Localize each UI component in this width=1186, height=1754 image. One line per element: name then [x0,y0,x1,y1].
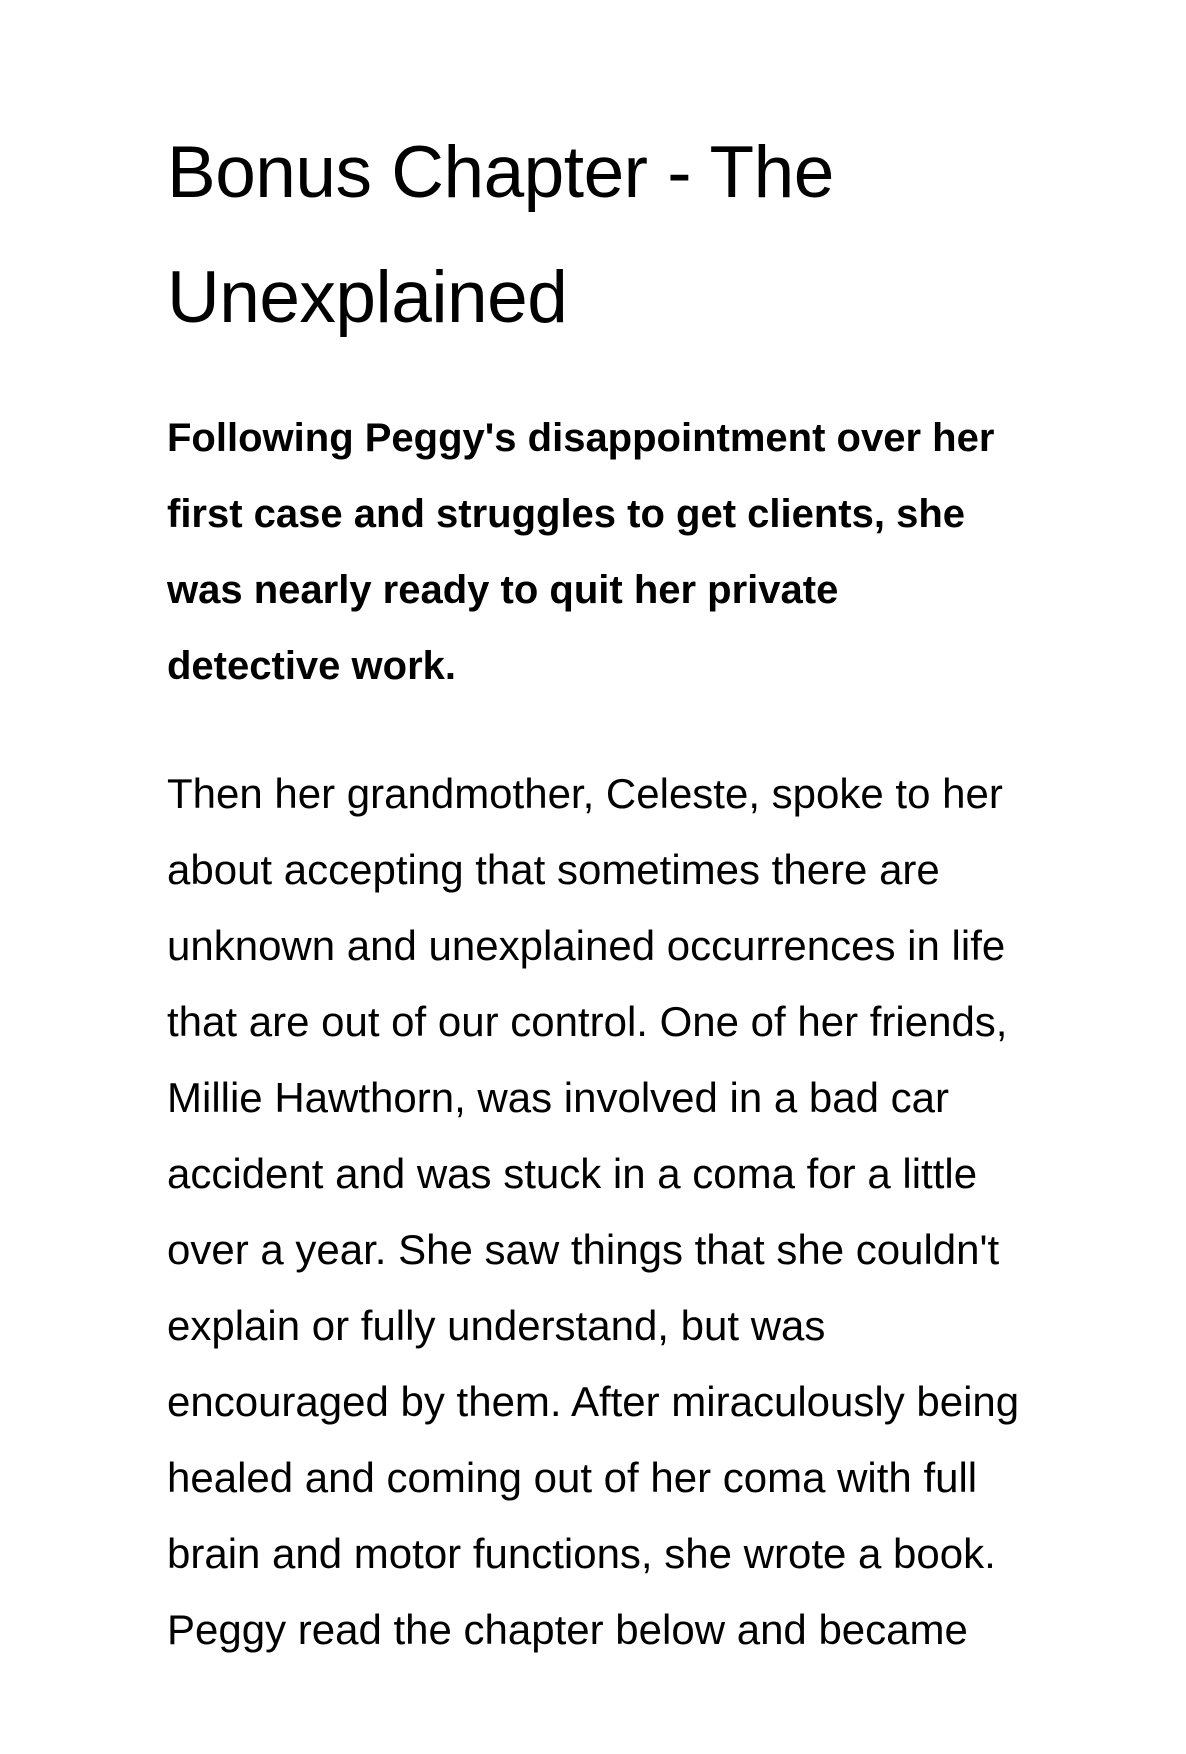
body-line: that are out of our control. One of her friends, [167,998,1008,1045]
body-line: encouraged by them. After miraculously being [167,1378,1020,1425]
lead-paragraph [167,400,1097,704]
body-line: Millie Hawthorn, was involved in a bad car [167,1074,950,1121]
body-line: unknown and unexplained occurrences in life [167,922,1006,969]
body-line: over a year. She saw things that she couldn't [167,1226,1000,1273]
title-line: Unexplained [167,257,568,338]
lead-line: first case and struggles to get clients, she [167,492,966,536]
title-line: Bonus Chapter - The [167,132,834,213]
body-line: about accepting that sometimes there are [167,846,940,893]
body-line: brain and motor functions, she wrote a book. [167,1530,996,1577]
document-page [167,110,1097,1668]
body-line: accident and was stuck in a coma for a little [167,1150,978,1197]
lead-line: detective work. [167,644,457,688]
lead-line: Following Peggy's disappointment over her [167,416,995,460]
chapter-title [167,110,1097,360]
body-line: explain or fully understand, but was [167,1302,826,1349]
body-paragraph [167,756,1097,1668]
body-line: healed and coming out of her coma with full [167,1454,978,1501]
lead-line: was nearly ready to quit her private [167,568,839,612]
body-line: Peggy read the chapter below and became [167,1606,968,1653]
body-line: Then her grandmother, Celeste, spoke to her [167,770,1003,817]
